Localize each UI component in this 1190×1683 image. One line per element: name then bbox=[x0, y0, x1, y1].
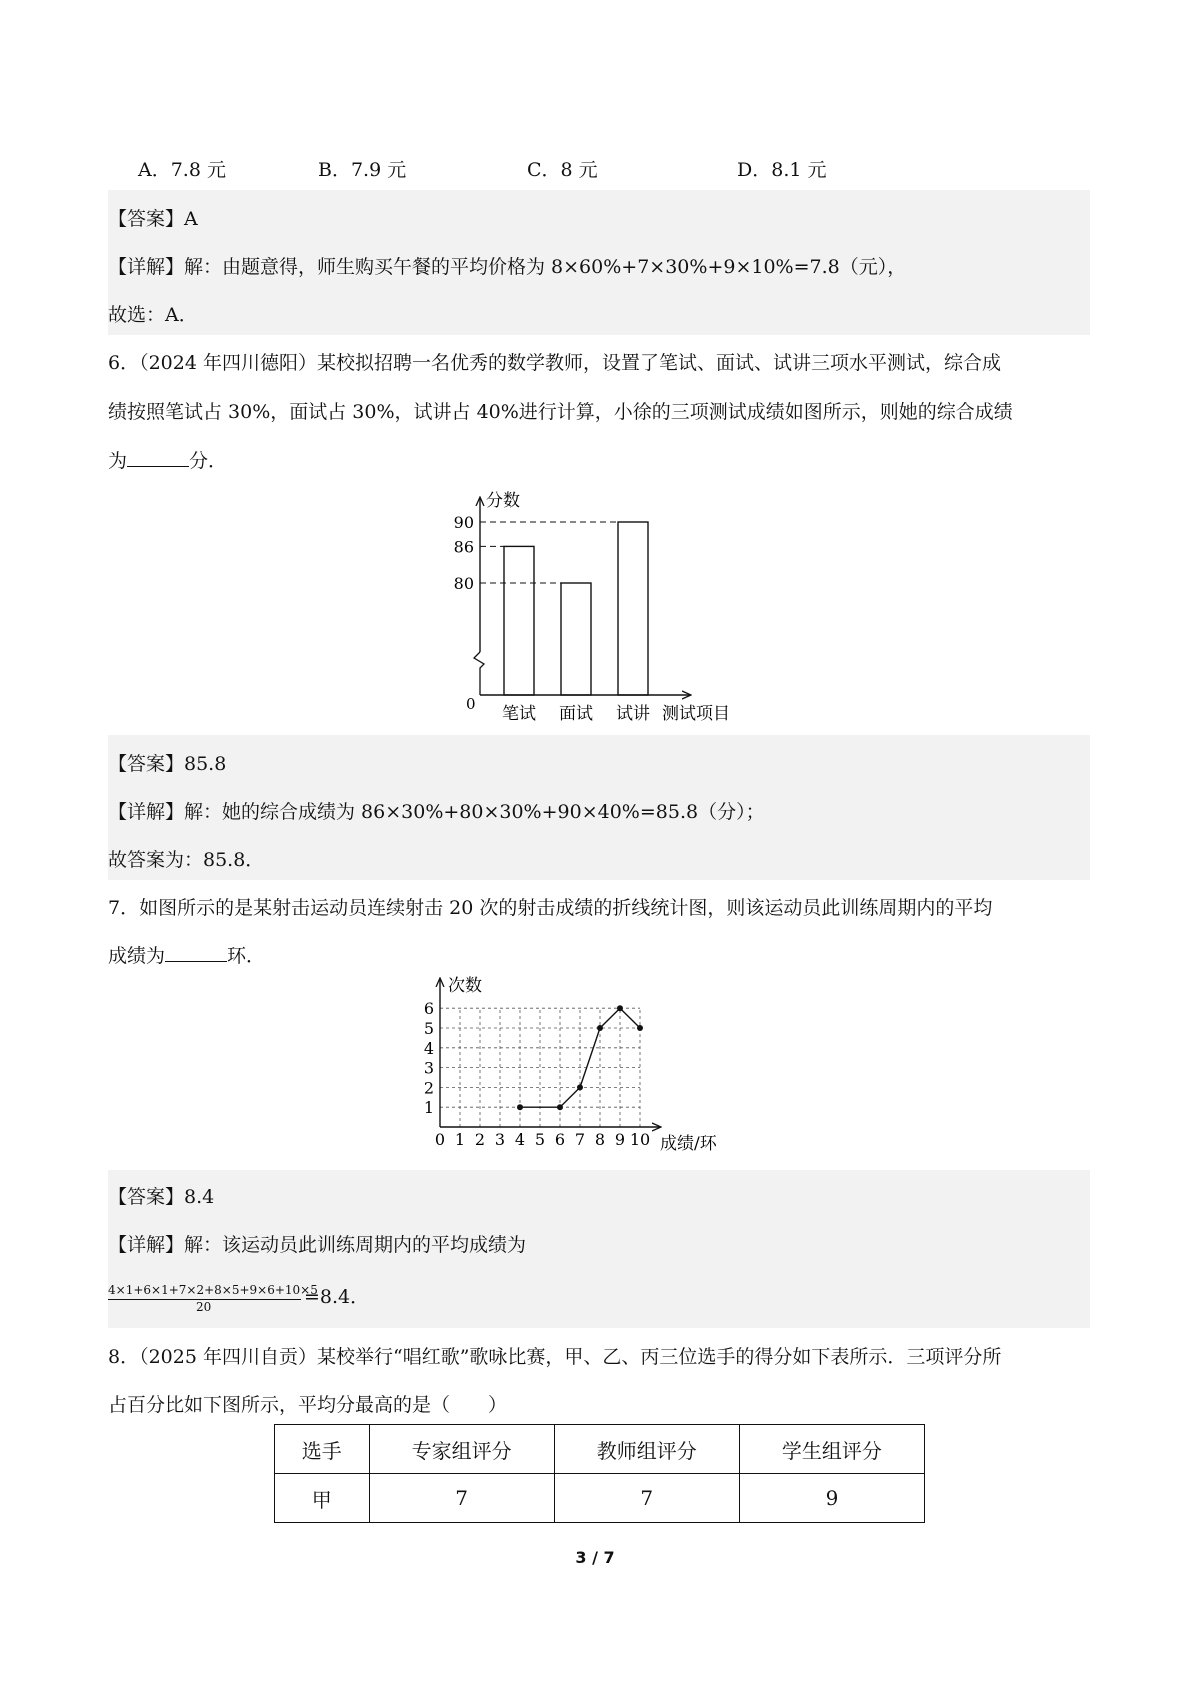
axis-break-icon bbox=[474, 652, 484, 695]
origin-label: 0 bbox=[466, 695, 476, 713]
x-tick-label: 3 bbox=[494, 1130, 506, 1149]
x-axis-label: 成绩/环 bbox=[660, 1134, 717, 1154]
table-header-row bbox=[275, 1425, 925, 1474]
q6-bar-chart bbox=[440, 492, 740, 722]
q7-answer: 【答案】8.4 bbox=[108, 1186, 215, 1208]
q8-line-2: 占百分比如下图所示，平均分最高的是（ ） bbox=[108, 1394, 508, 1416]
x-tick-label: 1 bbox=[454, 1130, 466, 1149]
y-tick-label: 6 bbox=[423, 999, 434, 1019]
table-header-cell: 专家组评分 bbox=[369, 1425, 554, 1474]
x-tick-label: 4 bbox=[514, 1130, 526, 1149]
category-label: 笔试 bbox=[502, 704, 536, 724]
table-header-cell: 学生组评分 bbox=[739, 1425, 924, 1474]
q6-line-3-pre: 为 bbox=[108, 450, 128, 472]
q6-line-3 bbox=[108, 446, 227, 473]
page-number: 3 / 7 bbox=[575, 1548, 615, 1567]
q7-answer-blank bbox=[165, 942, 227, 962]
y-tick-label: 2 bbox=[423, 1078, 434, 1098]
x-tick-label: 5 bbox=[534, 1130, 546, 1149]
q7-detail: 【详解】解：该运动员此训练周期内的平均成绩为 bbox=[108, 1234, 527, 1256]
table-header-cell: 选手 bbox=[275, 1425, 370, 1474]
table-cell: 9 bbox=[739, 1474, 924, 1523]
table-header-cell: 教师组评分 bbox=[554, 1425, 739, 1474]
q5-answer: 【答案】A bbox=[108, 208, 198, 230]
x-tick-label: 2 bbox=[474, 1130, 486, 1149]
q6-line-2: 绩按照笔试占 30%，面试占 30%，试讲占 40%进行计算，小徐的三项测试成绩如图所示，则她的综合成绩 bbox=[108, 401, 1013, 423]
y-tick-label: 90 bbox=[453, 513, 474, 532]
q5-option-c: C．8 元 bbox=[527, 159, 598, 181]
q7-line-1: 7．如图所示的是某射击运动员连续射击 20 次的射击成绩的折线统计图，则该运动员此训练周期内的平均 bbox=[108, 897, 993, 919]
table-cell: 7 bbox=[554, 1474, 739, 1523]
q6-detail: 【详解】解：她的综合成绩为 86×30%+80×30%+90×40%=85.8（分）； bbox=[108, 801, 765, 823]
bar-试讲 bbox=[618, 522, 648, 695]
category-label: 面试 bbox=[559, 704, 593, 724]
q7-line-2-post: 环． bbox=[227, 945, 266, 967]
q5-detail: 【详解】解：由题意得，师生购买午餐的平均价格为 8×60%+7×30%+9×10%=7.8（元）， bbox=[108, 256, 907, 278]
q5-option-d: D．8.1 元 bbox=[737, 159, 827, 181]
q6-conclusion: 故答案为：85.8． bbox=[108, 849, 265, 871]
data-point bbox=[577, 1084, 583, 1090]
x-tick-label: 0 bbox=[434, 1130, 446, 1149]
q7-line-2-pre: 成绩为 bbox=[108, 945, 166, 967]
table-row bbox=[275, 1474, 925, 1523]
x-tick-label: 10 bbox=[629, 1130, 651, 1149]
q7-line-2 bbox=[108, 941, 265, 968]
y-tick-label: 1 bbox=[423, 1098, 434, 1118]
table-cell: 甲 bbox=[275, 1474, 370, 1523]
q6-line-1: 6．（2024 年四川德阳）某校拟招聘一名优秀的数学教师，设置了笔试、面试、试讲三项水平测试，综合成 bbox=[108, 352, 1001, 374]
q5-conclusion: 故选：A． bbox=[108, 304, 198, 326]
x-axis-label: 测试项目 bbox=[662, 704, 730, 724]
x-tick-label: 8 bbox=[594, 1130, 606, 1149]
data-point bbox=[597, 1025, 603, 1031]
q8-score-table bbox=[274, 1424, 925, 1523]
y-tick-label: 86 bbox=[453, 537, 474, 557]
q5-option-b: B．7.9 元 bbox=[318, 159, 407, 181]
q5-option-a: A．7.8 元 bbox=[138, 159, 226, 181]
x-tick-label: 7 bbox=[574, 1130, 586, 1149]
q6-answer-blank bbox=[127, 447, 189, 467]
data-point bbox=[617, 1005, 623, 1011]
q7-fraction-result: =8.4． bbox=[304, 1286, 370, 1308]
category-label: 试讲 bbox=[616, 704, 650, 724]
bar-面试 bbox=[561, 583, 591, 695]
q6-answer: 【答案】85.8 bbox=[108, 753, 227, 775]
x-tick-label: 6 bbox=[554, 1130, 566, 1149]
y-tick-label: 80 bbox=[453, 574, 474, 593]
data-point bbox=[637, 1025, 643, 1031]
y-axis-label: 分数 bbox=[486, 491, 520, 511]
y-tick-label: 5 bbox=[423, 1019, 434, 1038]
table-cell: 7 bbox=[369, 1474, 554, 1523]
q8-line-1: 8．（2025 年四川自贡）某校举行“唱红歌”歌咏比赛，甲、乙、丙三位选手的得分如下表所示．三项评分所 bbox=[108, 1346, 1002, 1368]
y-tick-label: 3 bbox=[423, 1058, 434, 1078]
q7-line-chart bbox=[420, 975, 760, 1165]
data-point bbox=[517, 1104, 523, 1110]
data-point bbox=[557, 1104, 563, 1110]
q7-fraction-numerator: 4×1+6×1+7×2+8×5+9×6+10×5 bbox=[108, 1283, 318, 1297]
y-tick-label: 4 bbox=[423, 1038, 434, 1058]
bar-笔试 bbox=[504, 546, 534, 695]
y-axis-label: 次数 bbox=[448, 976, 482, 996]
q6-line-3-post: 分． bbox=[189, 450, 228, 472]
q7-fraction bbox=[108, 1277, 370, 1314]
q7-fraction-denominator: 20 bbox=[196, 1300, 212, 1314]
x-tick-label: 9 bbox=[614, 1130, 626, 1149]
